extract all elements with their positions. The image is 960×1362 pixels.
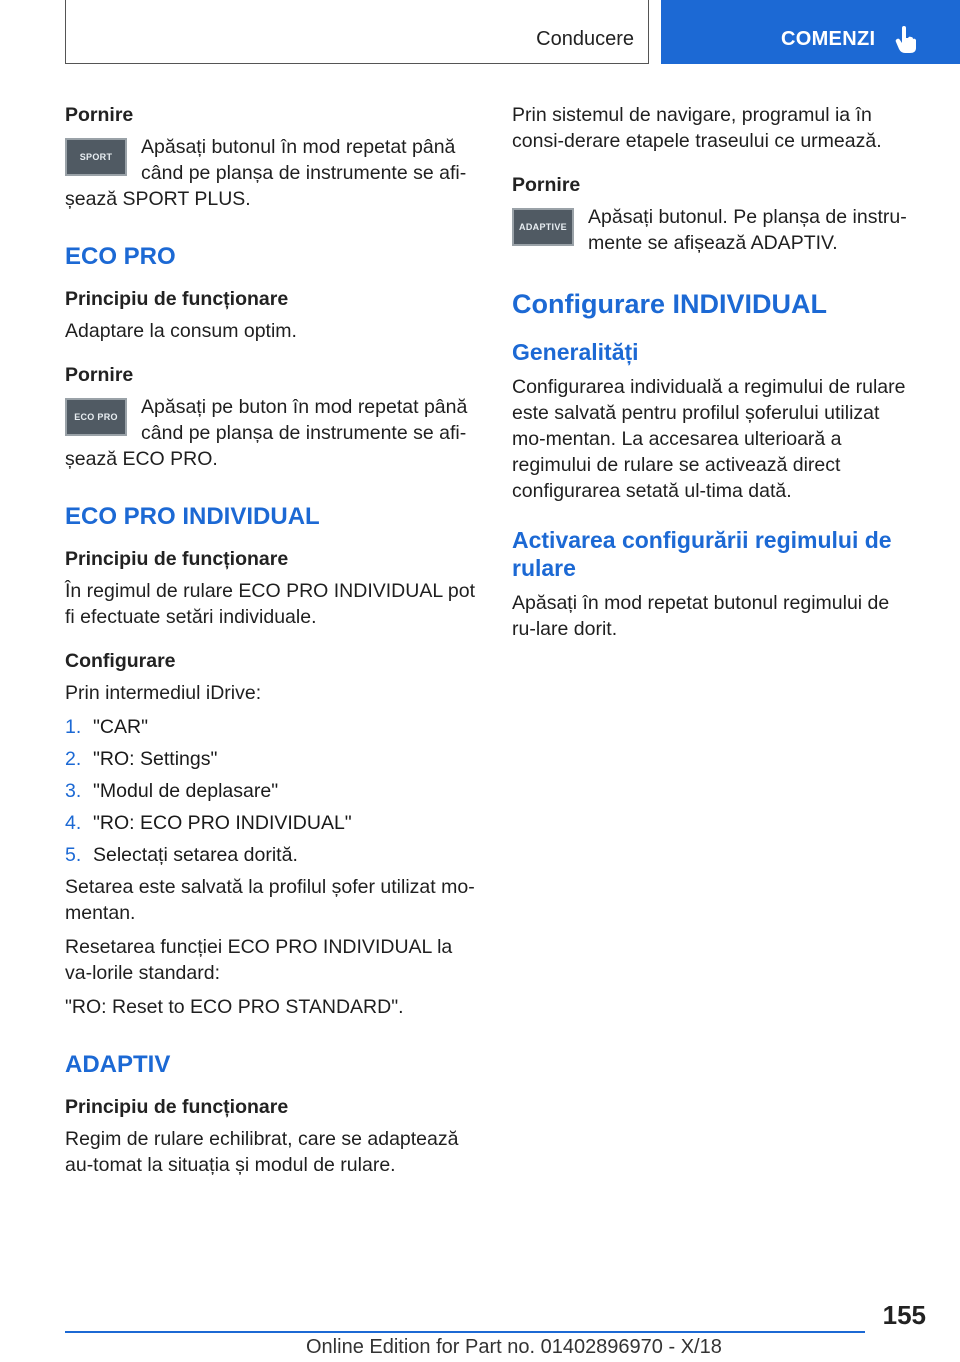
page-number: 155 [882, 1300, 926, 1330]
eco-ind-principle-text: În regimul de rulare ECO PRO INDIVIDUAL pot fi efectuate setări individuale. [65, 580, 476, 628]
header-tab-label: COMENZI [781, 28, 876, 50]
list-item [65, 714, 481, 740]
step-text: "Modul de deplasare" [93, 780, 279, 802]
list-item [65, 842, 481, 868]
eco-pro-principle-label: Principiu de funcționare [65, 288, 289, 310]
step-text: "RO: ECO PRO INDIVIDUAL" [93, 812, 352, 834]
adaptive-button-row [512, 204, 916, 256]
footer-divider [65, 1331, 865, 1333]
eco-ind-principle-label: Principiu de funcționare [65, 548, 289, 570]
nav-text: Prin sistemul de navigare, programul ia în consi‐derare etapele traseului ce urmează. [512, 104, 882, 152]
config-label: Configurare [65, 650, 176, 672]
list-item [65, 746, 481, 772]
eco-pro-button-row [65, 394, 481, 472]
step-number: 1. [65, 716, 82, 738]
adaptiv-principle-label: Principiu de funcționare [65, 1096, 289, 1118]
left-column [65, 102, 481, 1186]
sport-text: Apăsați butonul în mod repetat până când pe planșa de instrumente se afi‐șează SPORT PLUS. [65, 136, 467, 210]
step-number: 4. [65, 812, 82, 834]
sport-button-row [65, 134, 481, 212]
header-section-title: Conducere [536, 28, 634, 50]
header-tab-comenzi[interactable] [661, 0, 960, 64]
adaptiv-heading: ADAPTIV [65, 1051, 171, 1078]
eco-pro-pornire-label: Pornire [65, 364, 134, 386]
step-number: 2. [65, 748, 82, 770]
header-section-box [65, 0, 649, 64]
list-item [65, 778, 481, 804]
eco-pro-individual-heading: ECO PRO INDIVIDUAL [65, 503, 320, 530]
step-number: 3. [65, 780, 82, 802]
adaptiv-pornire-label: Pornire [512, 174, 581, 196]
step-text: Selectați setarea dorită. [93, 844, 298, 866]
step-text: "CAR" [93, 716, 149, 738]
config-individual-heading: Configurare INDIVIDUAL [512, 289, 828, 319]
step-text: "RO: Settings" [93, 748, 218, 770]
eco-pro-heading: ECO PRO [65, 243, 176, 270]
config-steps-list [65, 714, 481, 868]
pointing-hand-icon [895, 26, 917, 54]
general-heading: Generalități [512, 339, 639, 365]
list-item [65, 810, 481, 836]
adaptiv-principle-text: Regim de rulare echilibrat, care se adaptează au‐tomat la situația și modul de rulare. [65, 1128, 459, 1176]
adaptiv-text: Apăsați butonul. Pe planșa de instru‐mente se afișează ADAPTIV. [588, 206, 907, 254]
adaptive-button-image: ADAPTIVE [512, 208, 574, 246]
activate-text: Apăsați în mod repetat butonul regimului de ru‐lare dorit. [512, 592, 890, 640]
eco-pro-text: Apăsați pe buton în mod repetat până când pe planșa de instrumente se afi‐șează ECO PRO. [65, 396, 468, 470]
eco-pro-button-image: ECO PRO [65, 398, 127, 436]
step-number: 5. [65, 844, 82, 866]
right-column [512, 102, 916, 650]
eco-pro-principle-text: Adaptare la consum optim. [65, 320, 297, 342]
activate-heading: Activarea configurării regimului de rulare [512, 527, 892, 581]
reset-command: "RO: Reset to ECO PRO STANDARD". [65, 996, 404, 1018]
footer-edition: Online Edition for Part no. 01402896970 - X/18 [306, 1336, 722, 1358]
sport-pornire-label: Pornire [65, 104, 134, 126]
saved-text: Setarea este salvată la profilul șofer utilizat mo‐mentan. [65, 876, 475, 924]
sport-button-image: SPORT [65, 138, 127, 176]
reset-text: Resetarea funcției ECO PRO INDIVIDUAL la va‐lorile standard: [65, 936, 453, 984]
config-intro: Prin intermediul iDrive: [65, 682, 262, 704]
general-text: Configurarea individuală a regimului de rulare este salvată pentru profilul șoferului utilizat mo‐mentan. La accesarea ulterioară a regimului de rulare se activează direct configurarea setată ul‐tima dată. [512, 376, 906, 502]
